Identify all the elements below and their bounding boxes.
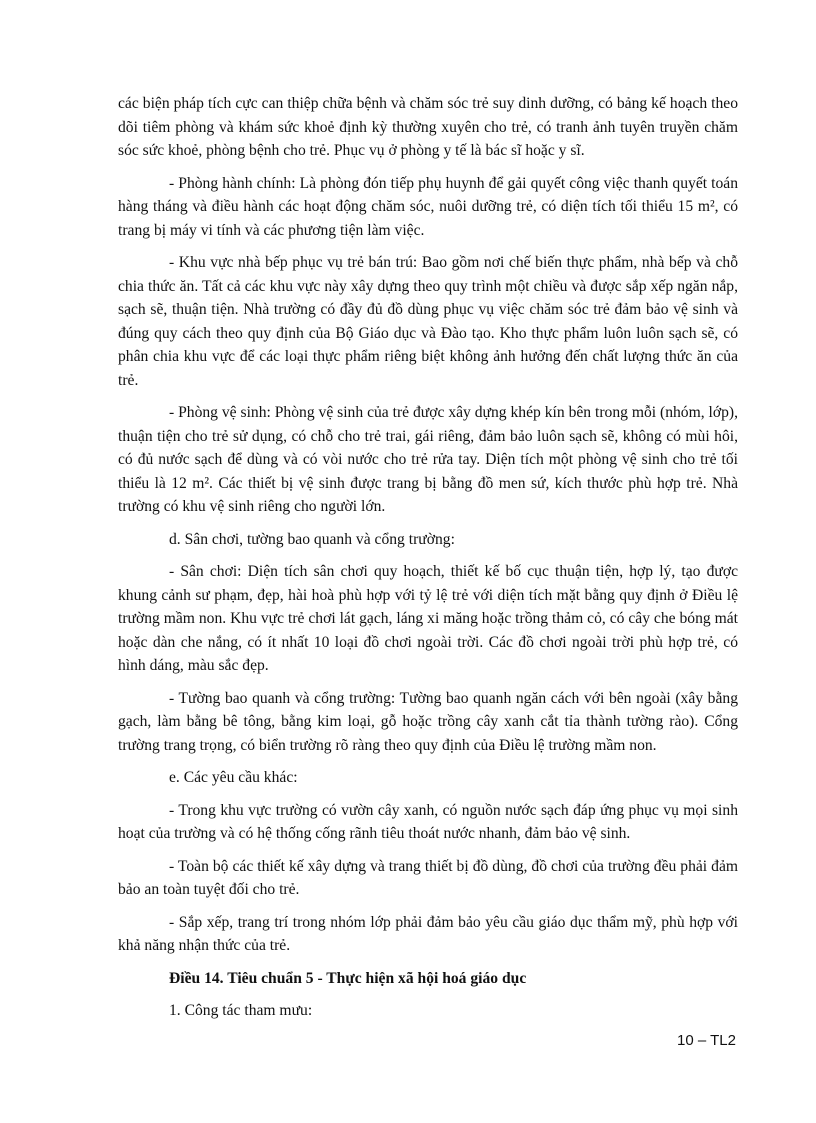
paragraph-playground: - Sân chơi: Diện tích sân chơi quy hoạch, thiết kế bố cục thuận tiện, hợp lý, tạo được khung cảnh sư phạm, đẹp, hài hoà phù hợp với tỷ lệ trẻ với diện tích mặt bằng quy định ở Điều lệ trường mầm non. Khu vực trẻ chơi lát gạch, láng xi măng hoặc trồng thảm cỏ, có cây che bóng mát hoặc dàn che nắng, có ít nhất 10 loại đồ chơi ngoài trời. Các đồ chơi ngoài trời phù hợp trẻ, có hình dáng, màu sắc đẹp. <box>118 563 738 674</box>
paragraph-restroom: - Phòng vệ sinh: Phòng vệ sinh của trẻ được xây dựng khép kín bên trong mỗi (nhóm, lớp), thuận tiện cho trẻ sử dụng, có chỗ cho trẻ trai, gái riêng, đảm bảo luôn sạch sẽ, không có mùi hôi, có đủ nước sạch để dùng và có vòi nước cho trẻ rửa tay. Diện tích một phòng vệ sinh cho trẻ tối thiểu là 12 m². Các thiết bị vệ sinh được trang bị bằng đồ men sứ, kích thước phù hợp trẻ. Nhà trường có khu vệ sinh riêng cho người lớn. <box>118 404 738 515</box>
subheading-advisory-work: 1. Công tác tham mưu: <box>169 1002 313 1019</box>
paragraph-walls-gate: - Tường bao quanh và cổng trường: Tường bao quanh ngăn cách với bên ngoài (xây bằng gạch, làm bằng bê tông, bằng kim loại, gỗ hoặc trồng cây xanh cắt tỉa thành tường rào). Cổng trường trang trọng, có biển trường rõ ràng theo quy định của Điều lệ trường mầm non. <box>118 689 738 754</box>
paragraph-kitchen-area: - Khu vực nhà bếp phục vụ trẻ bán trú: Bao gồm nơi chế biến thực phẩm, nhà bếp và chỗ chia thức ăn. Tất cả các khu vực này xây dựng theo quy trình một chiều và được sắp xếp ngăn nắp, sạch sẽ, thuận tiện. Nhà trường có đầy đủ đồ dùng phục vụ việc chăm sóc trẻ đảm bảo vệ sinh và đúng quy cách theo quy định của Bộ Giáo dục và Đào tạo. Kho thực phẩm luôn luôn sạch sẽ, có phân chia khu vực để các loại thực phẩm riêng biệt không ảnh hưởng đến chất lượng thức ăn của trẻ. <box>118 254 738 389</box>
page-number: 10 – TL2 <box>677 1032 736 1049</box>
paragraph-admin-room: - Phòng hành chính: Là phòng đón tiếp phụ huynh để gải quyết công việc thanh quyết toán hàng tháng và điều hành các hoạt động chăm sóc, nuôi dưỡng trẻ, có diện tích tối thiểu 15 m², có trang bị máy vi tính và các phương tiện làm việc. <box>118 174 738 239</box>
document-body <box>118 92 738 1032</box>
paragraph-health-room-continued: các biện pháp tích cực can thiệp chữa bệnh và chăm sóc trẻ suy dinh dưỡng, có bảng kế hoạch theo dõi tiêm phòng và khám sức khoẻ định kỳ thường xuyên cho trẻ, có tranh ảnh tuyên truyền chăm sóc sức khoẻ, phòng bệnh cho trẻ. Phục vụ ở phòng y tế là bác sĩ hoặc y sĩ. <box>118 95 738 159</box>
subheading-other-requirements: e. Các yêu cầu khác: <box>169 769 298 786</box>
paragraph-safety: - Toàn bộ các thiết kế xây dựng và trang thiết bị đồ dùng, đồ chơi của trường đều phải đảm bảo an toàn tuyệt đối cho trẻ. <box>118 857 738 898</box>
paragraph-classroom-decoration: - Sắp xếp, trang trí trong nhóm lớp phải đảm bảo yêu cầu giáo dục thẩm mỹ, phù hợp với khả năng nhận thức của trẻ. <box>118 913 738 954</box>
paragraph-garden-water: - Trong khu vực trường có vườn cây xanh, có nguồn nước sạch đáp ứng phục vụ mọi sinh hoạt của trường và có hệ thống cống rãnh tiêu thoát nước nhanh, đảm bảo vệ sinh. <box>118 801 738 842</box>
article-14-heading: Điều 14. Tiêu chuẩn 5 - Thực hiện xã hội hoá giáo dục <box>169 969 527 987</box>
subheading-playground-walls-gate: d. Sân chơi, tường bao quanh và cổng trường: <box>169 530 455 548</box>
